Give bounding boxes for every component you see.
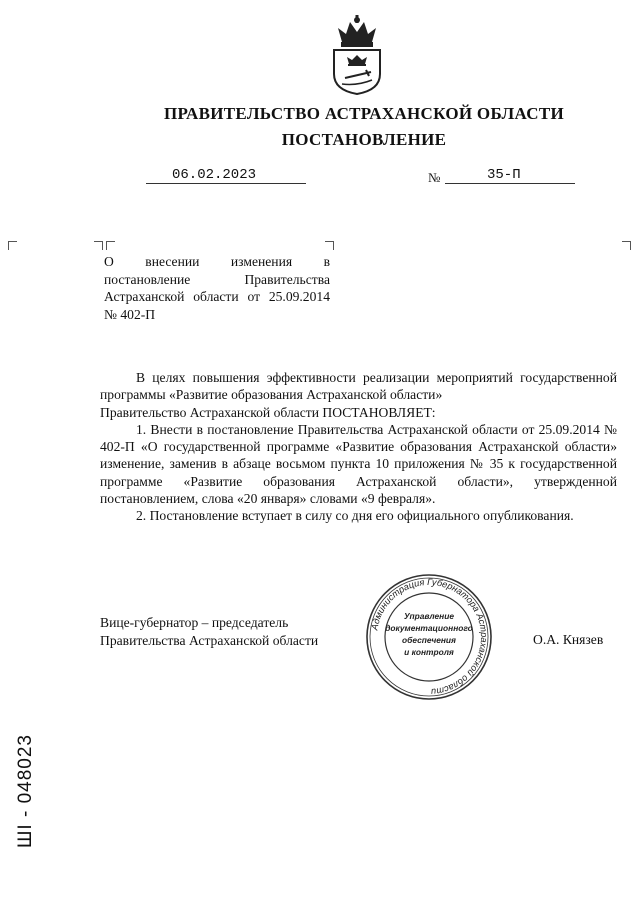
stamp-line-1: Управление <box>404 611 454 621</box>
corner-mark <box>8 241 17 250</box>
stamp-line-2: документационного <box>385 623 473 633</box>
official-stamp <box>364 572 494 702</box>
stamp-line-3: обеспечения <box>402 635 456 645</box>
item-1-paragraph: 1. Внести в постановление Правительства Астраханской области от 25.09.2014 № 402-П «О государственной программе «Развитие образования Астраханской области» изменение, заменив в абзаце восьмом пункта 10 приложения № 35 к государственной программе «Развитие образования Астраханской области», утвержденной постановлением, слова «20 января» словами «9 февраля». <box>100 421 617 507</box>
signatory-position <box>100 614 318 650</box>
document-number: 35-П <box>487 167 521 183</box>
stamp-ring-text: Администрация Губернатора Астраханской области <box>369 576 490 698</box>
signatory-name: О.А. Князев <box>533 632 604 647</box>
document-subject: О внесении изменения в постановление Правительства Астраханской области от 25.09.2014 № 402-П <box>104 254 330 322</box>
position-line-1: Вице-губернатор – председатель <box>100 615 289 630</box>
number-underline <box>445 183 575 184</box>
corner-mark <box>622 241 631 250</box>
corner-mark <box>106 241 115 250</box>
corner-mark <box>94 241 103 250</box>
resolve-paragraph: Правительство Астраханской области ПОСТАНОВЛЯЕТ: <box>100 404 436 420</box>
corner-mark <box>325 241 334 250</box>
document-body <box>100 369 617 525</box>
date-underline <box>146 183 306 184</box>
serial-number: ШI - 048023 <box>15 734 36 848</box>
number-label: № <box>428 170 441 185</box>
document-type-title: ПОСТАНОВЛЕНИЕ <box>281 130 447 149</box>
position-line-2: Правительства Астраханской области <box>100 633 319 648</box>
preamble-paragraph: В целях повышения эффективности реализации мероприятий государственной программы «Развитие образования Астраханской области» <box>100 370 617 403</box>
organization-title: ПРАВИТЕЛЬСТВО АСТРАХАНСКОЙ ОБЛАСТИ <box>164 104 564 123</box>
item-2-paragraph: 2. Постановление вступает в силу со дня его официального опубликования. <box>136 508 574 524</box>
document-date: 06.02.2023 <box>172 167 257 183</box>
coat-of-arms-emblem <box>328 14 386 96</box>
stamp-line-4: и контроля <box>404 647 454 657</box>
